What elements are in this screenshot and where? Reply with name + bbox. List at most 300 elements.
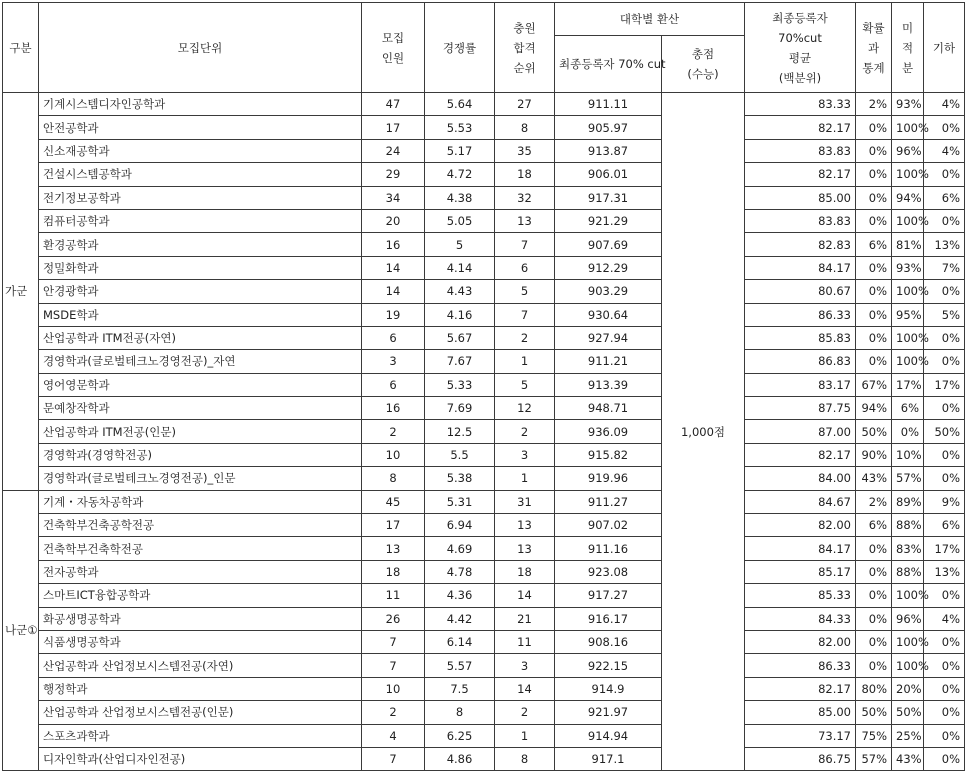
table-row — [3, 186, 965, 209]
percentile-cell: 82.17 — [745, 443, 856, 466]
unit-cell: 기계시스템디자인공학과 — [39, 93, 362, 116]
header-total: 총점 (수능) — [662, 36, 745, 93]
capacity-cell: 17 — [362, 116, 425, 139]
unit-cell: 전기정보공학과 — [39, 186, 362, 209]
geom-cell: 17% — [924, 537, 965, 560]
table-row — [3, 467, 965, 490]
geom-cell: 4% — [924, 607, 965, 630]
percentile-cell: 83.33 — [745, 93, 856, 116]
calc-cell: 96% — [892, 607, 924, 630]
geom-cell: 13% — [924, 560, 965, 583]
percentile-cell: 82.17 — [745, 116, 856, 139]
calc-cell: 89% — [892, 490, 924, 513]
capacity-cell: 7 — [362, 630, 425, 653]
waitlist-cell: 7 — [495, 303, 555, 326]
competition-cell: 6.94 — [425, 514, 495, 537]
calc-cell: 100% — [892, 654, 924, 677]
waitlist-cell: 35 — [495, 139, 555, 162]
table-row — [3, 233, 965, 256]
waitlist-cell: 32 — [495, 186, 555, 209]
prob-cell: 6% — [856, 514, 892, 537]
cut70-cell: 907.69 — [555, 233, 662, 256]
capacity-cell: 2 — [362, 701, 425, 724]
percentile-cell: 84.00 — [745, 467, 856, 490]
capacity-cell: 17 — [362, 514, 425, 537]
waitlist-cell: 3 — [495, 654, 555, 677]
geom-cell: 0% — [924, 443, 965, 466]
table-row — [3, 256, 965, 279]
competition-cell: 7.69 — [425, 397, 495, 420]
waitlist-cell: 14 — [495, 584, 555, 607]
prob-cell: 0% — [856, 186, 892, 209]
group-label: 가군 — [3, 93, 39, 491]
prob-cell: 80% — [856, 677, 892, 700]
unit-cell: 환경공학과 — [39, 233, 362, 256]
cut70-cell: 917.31 — [555, 186, 662, 209]
calc-cell: 50% — [892, 701, 924, 724]
waitlist-cell: 1 — [495, 724, 555, 747]
cut70-cell: 921.97 — [555, 701, 662, 724]
percentile-cell: 82.83 — [745, 233, 856, 256]
geom-cell: 0% — [924, 350, 965, 373]
unit-cell: 산업공학과 산업정보시스템전공(인문) — [39, 701, 362, 724]
unit-cell: 스포츠과학과 — [39, 724, 362, 747]
header-gubun: 구분 — [3, 3, 39, 93]
calc-cell: 81% — [892, 233, 924, 256]
competition-cell: 5.67 — [425, 326, 495, 349]
unit-cell: 정밀화학과 — [39, 256, 362, 279]
geom-cell: 0% — [924, 630, 965, 653]
waitlist-cell: 18 — [495, 560, 555, 583]
cut70-cell: 903.29 — [555, 280, 662, 303]
cut70-cell: 921.29 — [555, 209, 662, 232]
cut70-cell: 911.21 — [555, 350, 662, 373]
percentile-cell: 87.75 — [745, 397, 856, 420]
capacity-cell: 14 — [362, 256, 425, 279]
header-unit: 모집단위 — [39, 3, 362, 93]
waitlist-cell: 2 — [495, 420, 555, 443]
prob-cell: 50% — [856, 420, 892, 443]
competition-cell: 4.86 — [425, 747, 495, 770]
waitlist-cell: 1 — [495, 467, 555, 490]
percentile-cell: 85.33 — [745, 584, 856, 607]
competition-cell: 4.14 — [425, 256, 495, 279]
geom-cell: 6% — [924, 186, 965, 209]
calc-cell: 100% — [892, 630, 924, 653]
competition-cell: 7.5 — [425, 677, 495, 700]
table-row — [3, 163, 965, 186]
geom-cell: 0% — [924, 209, 965, 232]
prob-cell: 0% — [856, 630, 892, 653]
geom-cell: 0% — [924, 584, 965, 607]
table-row — [3, 654, 965, 677]
header-prob: 확률 과 통계 — [856, 3, 892, 93]
prob-cell: 67% — [856, 373, 892, 396]
unit-cell: 신소재공학과 — [39, 139, 362, 162]
competition-cell: 6.25 — [425, 724, 495, 747]
percentile-cell: 84.67 — [745, 490, 856, 513]
unit-cell: 산업공학과 산업정보시스템전공(자연) — [39, 654, 362, 677]
capacity-cell: 14 — [362, 280, 425, 303]
percentile-cell: 84.33 — [745, 607, 856, 630]
cut70-cell: 936.09 — [555, 420, 662, 443]
cut70-cell: 916.17 — [555, 607, 662, 630]
geom-cell: 13% — [924, 233, 965, 256]
table-row — [3, 397, 965, 420]
header-cut70: 최종등록자 70% cut — [555, 36, 662, 93]
cut70-cell: 915.82 — [555, 443, 662, 466]
capacity-cell: 16 — [362, 397, 425, 420]
unit-cell: 문예창작학과 — [39, 397, 362, 420]
cut70-cell: 917.27 — [555, 584, 662, 607]
capacity-cell: 8 — [362, 467, 425, 490]
waitlist-cell: 14 — [495, 677, 555, 700]
calc-cell: 6% — [892, 397, 924, 420]
capacity-cell: 18 — [362, 560, 425, 583]
unit-cell: 산업공학과 ITM전공(인문) — [39, 420, 362, 443]
table-row — [3, 373, 965, 396]
geom-cell: 0% — [924, 701, 965, 724]
group-label: 나군① — [3, 490, 39, 771]
cut70-cell: 948.71 — [555, 397, 662, 420]
percentile-cell: 73.17 — [745, 724, 856, 747]
calc-cell: 88% — [892, 514, 924, 537]
unit-cell: 산업공학과 ITM전공(자연) — [39, 326, 362, 349]
header-waitlist: 충원 합격 순위 — [495, 3, 555, 93]
geom-cell: 0% — [924, 397, 965, 420]
capacity-cell: 11 — [362, 584, 425, 607]
competition-cell: 4.69 — [425, 537, 495, 560]
competition-cell: 5.64 — [425, 93, 495, 116]
table-row — [3, 701, 965, 724]
competition-cell: 12.5 — [425, 420, 495, 443]
cut70-cell: 927.94 — [555, 326, 662, 349]
capacity-cell: 29 — [362, 163, 425, 186]
competition-cell: 5.05 — [425, 209, 495, 232]
percentile-cell: 83.17 — [745, 373, 856, 396]
waitlist-cell: 6 — [495, 256, 555, 279]
calc-cell: 94% — [892, 186, 924, 209]
table-row — [3, 607, 965, 630]
calc-cell: 83% — [892, 537, 924, 560]
percentile-cell: 83.83 — [745, 139, 856, 162]
prob-cell: 57% — [856, 747, 892, 770]
calc-cell: 43% — [892, 747, 924, 770]
competition-cell: 5.53 — [425, 116, 495, 139]
waitlist-cell: 5 — [495, 280, 555, 303]
calc-cell: 96% — [892, 139, 924, 162]
prob-cell: 0% — [856, 654, 892, 677]
unit-cell: 식품생명공학과 — [39, 630, 362, 653]
waitlist-cell: 2 — [495, 326, 555, 349]
table-row — [3, 116, 965, 139]
table-row — [3, 747, 965, 770]
percentile-cell: 86.75 — [745, 747, 856, 770]
prob-cell: 0% — [856, 280, 892, 303]
table-row — [3, 443, 965, 466]
table-row — [3, 209, 965, 232]
table-row — [3, 326, 965, 349]
cut70-cell: 905.97 — [555, 116, 662, 139]
calc-cell: 57% — [892, 467, 924, 490]
waitlist-cell: 3 — [495, 443, 555, 466]
waitlist-cell: 2 — [495, 701, 555, 724]
percentile-cell: 82.17 — [745, 163, 856, 186]
cut70-cell: 912.29 — [555, 256, 662, 279]
geom-cell: 0% — [924, 677, 965, 700]
waitlist-cell: 21 — [495, 607, 555, 630]
prob-cell: 0% — [856, 584, 892, 607]
calc-cell: 10% — [892, 443, 924, 466]
capacity-cell: 47 — [362, 93, 425, 116]
geom-cell: 0% — [924, 467, 965, 490]
table-row — [3, 280, 965, 303]
calc-cell: 17% — [892, 373, 924, 396]
header-percentile: 최종등록자 70%cut 평균 (백분위) — [745, 3, 856, 93]
prob-cell: 94% — [856, 397, 892, 420]
calc-cell: 100% — [892, 326, 924, 349]
calc-cell: 25% — [892, 724, 924, 747]
percentile-cell: 85.83 — [745, 326, 856, 349]
geom-cell: 0% — [924, 116, 965, 139]
calc-cell: 93% — [892, 93, 924, 116]
cut70-cell: 911.16 — [555, 537, 662, 560]
unit-cell: 행정학과 — [39, 677, 362, 700]
header-conversion-group: 대학별 환산 — [555, 3, 745, 36]
capacity-cell: 16 — [362, 233, 425, 256]
percentile-cell: 86.33 — [745, 303, 856, 326]
capacity-cell: 20 — [362, 209, 425, 232]
geom-cell: 5% — [924, 303, 965, 326]
waitlist-cell: 1 — [495, 350, 555, 373]
table-row — [3, 537, 965, 560]
competition-cell: 4.36 — [425, 584, 495, 607]
prob-cell: 2% — [856, 490, 892, 513]
cut70-cell: 913.87 — [555, 139, 662, 162]
unit-cell: 스마트ICT융합공학과 — [39, 584, 362, 607]
competition-cell: 5.31 — [425, 490, 495, 513]
waitlist-cell: 13 — [495, 537, 555, 560]
waitlist-cell: 8 — [495, 747, 555, 770]
calc-cell: 93% — [892, 256, 924, 279]
geom-cell: 6% — [924, 514, 965, 537]
calc-cell: 100% — [892, 584, 924, 607]
competition-cell: 4.72 — [425, 163, 495, 186]
calc-cell: 0% — [892, 420, 924, 443]
calc-cell: 100% — [892, 350, 924, 373]
unit-cell: 경영학과(경영학전공) — [39, 443, 362, 466]
competition-cell: 5.17 — [425, 139, 495, 162]
prob-cell: 0% — [856, 607, 892, 630]
unit-cell: 컴퓨터공학과 — [39, 209, 362, 232]
percentile-cell: 80.67 — [745, 280, 856, 303]
competition-cell: 5.38 — [425, 467, 495, 490]
capacity-cell: 7 — [362, 654, 425, 677]
waitlist-cell: 8 — [495, 116, 555, 139]
capacity-cell: 3 — [362, 350, 425, 373]
waitlist-cell: 27 — [495, 93, 555, 116]
capacity-cell: 4 — [362, 724, 425, 747]
geom-cell: 4% — [924, 93, 965, 116]
table-row — [3, 630, 965, 653]
percentile-cell: 87.00 — [745, 420, 856, 443]
table-row — [3, 560, 965, 583]
cut70-cell: 930.64 — [555, 303, 662, 326]
table-row — [3, 420, 965, 443]
waitlist-cell: 7 — [495, 233, 555, 256]
percentile-cell: 86.33 — [745, 654, 856, 677]
prob-cell: 50% — [856, 701, 892, 724]
prob-cell: 2% — [856, 93, 892, 116]
geom-cell: 0% — [924, 724, 965, 747]
competition-cell: 5.57 — [425, 654, 495, 677]
capacity-cell: 45 — [362, 490, 425, 513]
header-geom: 기하 — [924, 3, 965, 93]
cut70-cell: 914.94 — [555, 724, 662, 747]
calc-cell: 100% — [892, 280, 924, 303]
competition-cell: 4.38 — [425, 186, 495, 209]
percentile-cell: 85.00 — [745, 701, 856, 724]
competition-cell: 5.5 — [425, 443, 495, 466]
prob-cell: 90% — [856, 443, 892, 466]
total-score-cell: 1,000점 — [662, 93, 745, 771]
calc-cell: 88% — [892, 560, 924, 583]
geom-cell: 7% — [924, 256, 965, 279]
capacity-cell: 13 — [362, 537, 425, 560]
cut70-cell: 922.15 — [555, 654, 662, 677]
prob-cell: 0% — [856, 139, 892, 162]
unit-cell: 건축학부건축공학전공 — [39, 514, 362, 537]
admissions-table — [2, 2, 965, 771]
table-row — [3, 350, 965, 373]
cut70-cell: 911.27 — [555, 490, 662, 513]
competition-cell: 4.42 — [425, 607, 495, 630]
calc-cell: 100% — [892, 163, 924, 186]
competition-cell: 6.14 — [425, 630, 495, 653]
capacity-cell: 26 — [362, 607, 425, 630]
unit-cell: 디자인학과(산업디자인전공) — [39, 747, 362, 770]
table-row — [3, 724, 965, 747]
percentile-cell: 82.00 — [745, 514, 856, 537]
prob-cell: 0% — [856, 537, 892, 560]
percentile-cell: 82.00 — [745, 630, 856, 653]
capacity-cell: 19 — [362, 303, 425, 326]
unit-cell: 화공생명공학과 — [39, 607, 362, 630]
calc-cell: 100% — [892, 209, 924, 232]
unit-cell: 경영학과(글로벌테크노경영전공)_인문 — [39, 467, 362, 490]
unit-cell: 안전공학과 — [39, 116, 362, 139]
percentile-cell: 83.83 — [745, 209, 856, 232]
percentile-cell: 86.83 — [745, 350, 856, 373]
capacity-cell: 7 — [362, 747, 425, 770]
unit-cell: 전자공학과 — [39, 560, 362, 583]
capacity-cell: 24 — [362, 139, 425, 162]
unit-cell: 안경광학과 — [39, 280, 362, 303]
unit-cell: 영어영문학과 — [39, 373, 362, 396]
cut70-cell: 907.02 — [555, 514, 662, 537]
unit-cell: 기계・자동차공학과 — [39, 490, 362, 513]
cut70-cell: 906.01 — [555, 163, 662, 186]
competition-cell: 8 — [425, 701, 495, 724]
geom-cell: 0% — [924, 654, 965, 677]
competition-cell: 4.16 — [425, 303, 495, 326]
geom-cell: 0% — [924, 280, 965, 303]
cut70-cell: 913.39 — [555, 373, 662, 396]
cut70-cell: 919.96 — [555, 467, 662, 490]
percentile-cell: 85.17 — [745, 560, 856, 583]
cut70-cell: 908.16 — [555, 630, 662, 653]
table-row — [3, 93, 965, 116]
waitlist-cell: 11 — [495, 630, 555, 653]
prob-cell: 0% — [856, 256, 892, 279]
cut70-cell: 917.1 — [555, 747, 662, 770]
competition-cell: 4.43 — [425, 280, 495, 303]
cut70-cell: 914.9 — [555, 677, 662, 700]
waitlist-cell: 5 — [495, 373, 555, 396]
waitlist-cell: 13 — [495, 209, 555, 232]
capacity-cell: 6 — [362, 326, 425, 349]
capacity-cell: 10 — [362, 677, 425, 700]
header-competition: 경쟁률 — [425, 3, 495, 93]
waitlist-cell: 18 — [495, 163, 555, 186]
calc-cell: 95% — [892, 303, 924, 326]
waitlist-cell: 13 — [495, 514, 555, 537]
capacity-cell: 10 — [362, 443, 425, 466]
geom-cell: 50% — [924, 420, 965, 443]
percentile-cell: 84.17 — [745, 537, 856, 560]
unit-cell: 건설시스템공학과 — [39, 163, 362, 186]
table-row — [3, 677, 965, 700]
geom-cell: 0% — [924, 326, 965, 349]
unit-cell: 경영학과(글로벌테크노경영전공)_자연 — [39, 350, 362, 373]
geom-cell: 0% — [924, 747, 965, 770]
competition-cell: 5.33 — [425, 373, 495, 396]
prob-cell: 75% — [856, 724, 892, 747]
capacity-cell: 6 — [362, 373, 425, 396]
prob-cell: 0% — [856, 350, 892, 373]
geom-cell: 9% — [924, 490, 965, 513]
table-row — [3, 514, 965, 537]
header-capacity: 모집 인원 — [362, 3, 425, 93]
capacity-cell: 34 — [362, 186, 425, 209]
competition-cell: 5 — [425, 233, 495, 256]
waitlist-cell: 31 — [495, 490, 555, 513]
calc-cell: 100% — [892, 116, 924, 139]
geom-cell: 4% — [924, 139, 965, 162]
waitlist-cell: 12 — [495, 397, 555, 420]
table-row — [3, 303, 965, 326]
table-row — [3, 490, 965, 513]
prob-cell: 0% — [856, 303, 892, 326]
percentile-cell: 84.17 — [745, 256, 856, 279]
table-row — [3, 584, 965, 607]
unit-cell: 건축학부건축학전공 — [39, 537, 362, 560]
prob-cell: 0% — [856, 326, 892, 349]
prob-cell: 43% — [856, 467, 892, 490]
prob-cell: 0% — [856, 560, 892, 583]
prob-cell: 0% — [856, 163, 892, 186]
competition-cell: 7.67 — [425, 350, 495, 373]
percentile-cell: 85.00 — [745, 186, 856, 209]
cut70-cell: 911.11 — [555, 93, 662, 116]
cut70-cell: 923.08 — [555, 560, 662, 583]
header-calc: 미 적 분 — [892, 3, 924, 93]
unit-cell: MSDE학과 — [39, 303, 362, 326]
calc-cell: 20% — [892, 677, 924, 700]
table-row — [3, 139, 965, 162]
capacity-cell: 2 — [362, 420, 425, 443]
competition-cell: 4.78 — [425, 560, 495, 583]
